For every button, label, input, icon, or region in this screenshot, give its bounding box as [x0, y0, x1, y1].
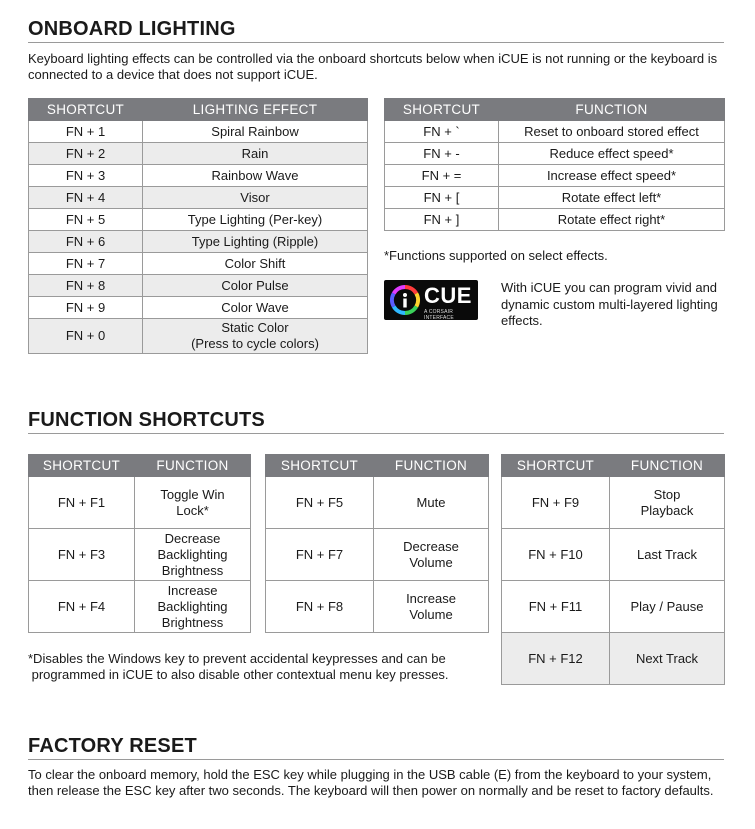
- shortcut-cell: FN + ]: [385, 209, 499, 231]
- shortcut-cell: FN + -: [385, 143, 499, 165]
- table-row: [29, 477, 251, 529]
- table-header: LIGHTING EFFECT: [143, 99, 368, 121]
- table-row: [29, 231, 368, 253]
- table-row: [502, 633, 725, 685]
- table-row: [502, 477, 725, 529]
- shortcut-cell: FN + `: [385, 121, 499, 143]
- icue-logo: [384, 280, 478, 320]
- effect-cell: Type Lighting (Per-key): [143, 209, 368, 231]
- shortcut-cell: FN + 7: [29, 253, 143, 275]
- icue-subtitle: A CORSAIR INTERFACE: [424, 309, 454, 321]
- function-cell: Play / Pause: [610, 581, 725, 633]
- effect-cell: Color Wave: [143, 297, 368, 319]
- function-cell: Increase Backlighting Brightness: [135, 581, 251, 633]
- table-row: [29, 275, 368, 297]
- table-row: [29, 319, 368, 354]
- table-header: FUNCTION: [135, 455, 251, 477]
- shortcut-cell: FN + 2: [29, 143, 143, 165]
- function-cell: Next Track: [610, 633, 725, 685]
- shortcut-cell: FN + 4: [29, 187, 143, 209]
- shortcut-cell: FN + F5: [266, 477, 374, 529]
- table-row: [29, 209, 368, 231]
- function-cell: Rotate effect left*: [499, 187, 725, 209]
- function-shortcuts-table-1: [28, 454, 251, 633]
- table-row: [266, 529, 489, 581]
- shortcut-cell: FN + =: [385, 165, 499, 187]
- shortcut-cell: FN + 1: [29, 121, 143, 143]
- effect-cell: Static Color (Press to cycle colors): [143, 319, 368, 354]
- effect-cell: Color Pulse: [143, 275, 368, 297]
- function-cell: Decrease Volume: [374, 529, 489, 581]
- shortcut-cell: FN + F12: [502, 633, 610, 685]
- shortcut-cell: FN + 8: [29, 275, 143, 297]
- effect-cell: Rain: [143, 143, 368, 165]
- shortcut-cell: FN + 3: [29, 165, 143, 187]
- shortcut-cell: FN + F10: [502, 529, 610, 581]
- factory-reset-heading: FACTORY RESET: [28, 733, 724, 760]
- shortcut-cell: FN + 9: [29, 297, 143, 319]
- table-row: [266, 581, 489, 633]
- shortcut-cell: FN + F4: [29, 581, 135, 633]
- shortcut-cell: FN + F1: [29, 477, 135, 529]
- effects-footnote: *Functions supported on select effects.: [384, 248, 608, 263]
- function-cell: Stop Playback: [610, 477, 725, 529]
- shortcut-cell: FN + F8: [266, 581, 374, 633]
- lighting-function-table: [384, 98, 725, 231]
- icue-wordmark: CUE: [424, 283, 472, 308]
- function-cell: Increase Volume: [374, 581, 489, 633]
- effect-cell: Color Shift: [143, 253, 368, 275]
- table-row: [29, 253, 368, 275]
- shortcut-cell: FN + 5: [29, 209, 143, 231]
- function-cell: Toggle Win Lock*: [135, 477, 251, 529]
- table-row: [29, 143, 368, 165]
- function-cell: Decrease Backlighting Brightness: [135, 529, 251, 581]
- table-row: [385, 121, 725, 143]
- table-row: [385, 143, 725, 165]
- table-row: [29, 297, 368, 319]
- effect-cell: Visor: [143, 187, 368, 209]
- table-row: [266, 477, 489, 529]
- table-header: SHORTCUT: [385, 99, 499, 121]
- table-row: [385, 187, 725, 209]
- win-lock-footnote: *Disables the Windows key to prevent accidental keypresses and can be programmed in iCUE to also disable other contextual menu key presses.: [28, 651, 449, 682]
- table-row: [502, 581, 725, 633]
- table-header: SHORTCUT: [502, 455, 610, 477]
- table-row: [29, 165, 368, 187]
- shortcut-cell: FN + F7: [266, 529, 374, 581]
- effect-cell: Type Lighting (Ripple): [143, 231, 368, 253]
- function-shortcuts-table-3: [501, 454, 725, 685]
- table-row: [29, 581, 251, 633]
- function-cell: Increase effect speed*: [499, 165, 725, 187]
- function-cell: Mute: [374, 477, 489, 529]
- function-cell: Last Track: [610, 529, 725, 581]
- shortcut-cell: FN + F3: [29, 529, 135, 581]
- table-header: FUNCTION: [610, 455, 725, 477]
- shortcut-cell: FN + 6: [29, 231, 143, 253]
- table-header: SHORTCUT: [29, 455, 135, 477]
- function-shortcuts-heading: FUNCTION SHORTCUTS: [28, 407, 724, 434]
- function-cell: Rotate effect right*: [499, 209, 725, 231]
- shortcut-cell: FN + 0: [29, 319, 143, 354]
- table-header: FUNCTION: [374, 455, 489, 477]
- shortcut-cell: FN + [: [385, 187, 499, 209]
- onboard-lighting-intro: Keyboard lighting effects can be controlled via the onboard shortcuts below when iCUE is not running or the keyboard is connected to a device that does not support iCUE.: [28, 51, 718, 82]
- table-row: [385, 209, 725, 231]
- table-header: FUNCTION: [499, 99, 725, 121]
- effect-cell: Spiral Rainbow: [143, 121, 368, 143]
- shortcut-cell: FN + F11: [502, 581, 610, 633]
- function-cell: Reset to onboard stored effect: [499, 121, 725, 143]
- icue-description: With iCUE you can program vivid and dynamic custom multi-layered lighting effects.: [501, 280, 718, 328]
- shortcut-cell: FN + F9: [502, 477, 610, 529]
- icue-rainbow-ring-icon: [388, 283, 422, 317]
- table-row: [29, 187, 368, 209]
- table-row: [29, 529, 251, 581]
- lighting-effects-table: [28, 98, 368, 354]
- onboard-lighting-heading: ONBOARD LIGHTING: [28, 16, 724, 43]
- function-shortcuts-table-2: [265, 454, 489, 633]
- table-header: SHORTCUT: [266, 455, 374, 477]
- effect-cell: Rainbow Wave: [143, 165, 368, 187]
- table-row: [385, 165, 725, 187]
- function-cell: Reduce effect speed*: [499, 143, 725, 165]
- table-header: SHORTCUT: [29, 99, 143, 121]
- table-row: [29, 121, 368, 143]
- table-row: [502, 529, 725, 581]
- factory-reset-text: To clear the onboard memory, hold the ESC key while plugging in the USB cable (E) from the keyboard to your system, then release the ESC key after two seconds. The keyboard will then power on normally and be reset to factory defaults.: [28, 767, 714, 798]
